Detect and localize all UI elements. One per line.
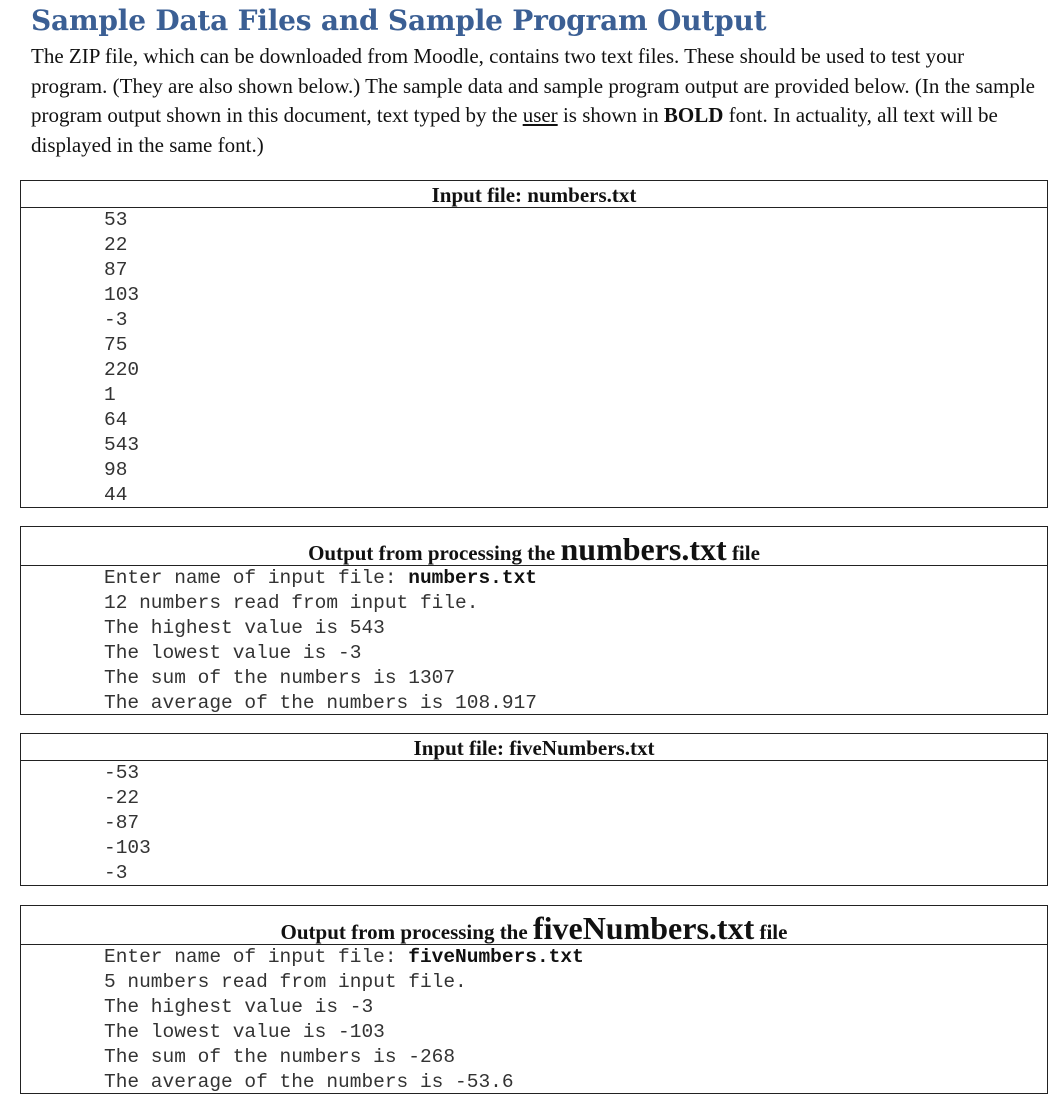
intro-bold-word: BOLD [663, 103, 724, 128]
intro-text-1: The ZIP file, which can be downloaded from Moodle, contains two text files. These should be used to test your program. (They are also shown below.) The sample data and sample program output are provided below. (In the sample program output shown in this document, text typed by the [31, 44, 1035, 128]
fivenumbers-output-box [20, 905, 1048, 1094]
listing-line: 64 [104, 409, 128, 431]
listing-line: 103 [104, 284, 140, 306]
intro-text-2: is shown in [557, 103, 664, 128]
listing-line: 98 [104, 459, 128, 481]
numbers-input-listing [21, 208, 1047, 508]
listing-line: The sum of the numbers is 1307 [104, 667, 456, 689]
listing-line: 44 [104, 484, 128, 506]
listing-line: -3 [104, 309, 128, 331]
numbers-output-header [21, 527, 1047, 566]
listing-line: -3 [104, 862, 128, 884]
fivenumbers-output-header-prefix: Output from processing the [280, 920, 533, 944]
prompt-text: Enter name of input file: [104, 946, 409, 968]
user-input-text: numbers.txt [408, 567, 537, 589]
listing-line: The highest value is 543 [104, 617, 385, 639]
fivenumbers-output-header [21, 906, 1047, 945]
numbers-input-header: Input file: numbers.txt [21, 181, 1047, 208]
prompt-line [104, 945, 1047, 970]
listing-line: 5 numbers read from input file. [104, 971, 467, 993]
numbers-output-box [20, 526, 1048, 715]
listing-line: 22 [104, 234, 128, 256]
intro-user-word: user [522, 103, 558, 128]
fivenumbers-output-listing [21, 945, 1047, 1095]
numbers-output-header-prefix: Output from processing the [308, 541, 561, 565]
numbers-output-listing [21, 566, 1047, 716]
listing-line: -53 [104, 762, 140, 784]
fivenumbers-output-header-file: fiveNumbers.txt [532, 910, 755, 946]
listing-line: 12 numbers read from input file. [104, 592, 479, 614]
listing-line: 543 [104, 434, 140, 456]
listing-line: The average of the numbers is -53.6 [104, 1071, 514, 1093]
listing-line: -103 [104, 837, 151, 859]
numbers-input-box [20, 180, 1048, 508]
prompt-text: Enter name of input file: [104, 567, 409, 589]
listing-line: The sum of the numbers is -268 [104, 1046, 456, 1068]
listing-line: 53 [104, 209, 128, 231]
listing-line: 1 [104, 384, 116, 406]
page-title: Sample Data Files and Sample Program Output [31, 4, 767, 37]
listing-line: The average of the numbers is 108.917 [104, 692, 537, 714]
listing-line: The lowest value is -3 [104, 642, 362, 664]
fivenumbers-input-listing [21, 761, 1047, 886]
fivenumbers-input-header: Input file: fiveNumbers.txt [21, 734, 1047, 761]
user-input-text: fiveNumbers.txt [408, 946, 584, 968]
listing-line: -87 [104, 812, 140, 834]
listing-line: 87 [104, 259, 128, 281]
prompt-line [104, 566, 1047, 591]
intro-text-3: font. In actuality, all text will be displayed in the same font.) [31, 103, 998, 157]
listing-line: The highest value is -3 [104, 996, 374, 1018]
intro-paragraph [31, 42, 1041, 160]
fivenumbers-output-header-suffix: file [754, 920, 788, 944]
numbers-output-header-suffix: file [726, 541, 760, 565]
fivenumbers-input-box [20, 733, 1048, 886]
listing-line: 220 [104, 359, 140, 381]
numbers-output-header-file: numbers.txt [560, 531, 727, 567]
listing-line: 75 [104, 334, 128, 356]
listing-line: -22 [104, 787, 140, 809]
listing-line: The lowest value is -103 [104, 1021, 385, 1043]
